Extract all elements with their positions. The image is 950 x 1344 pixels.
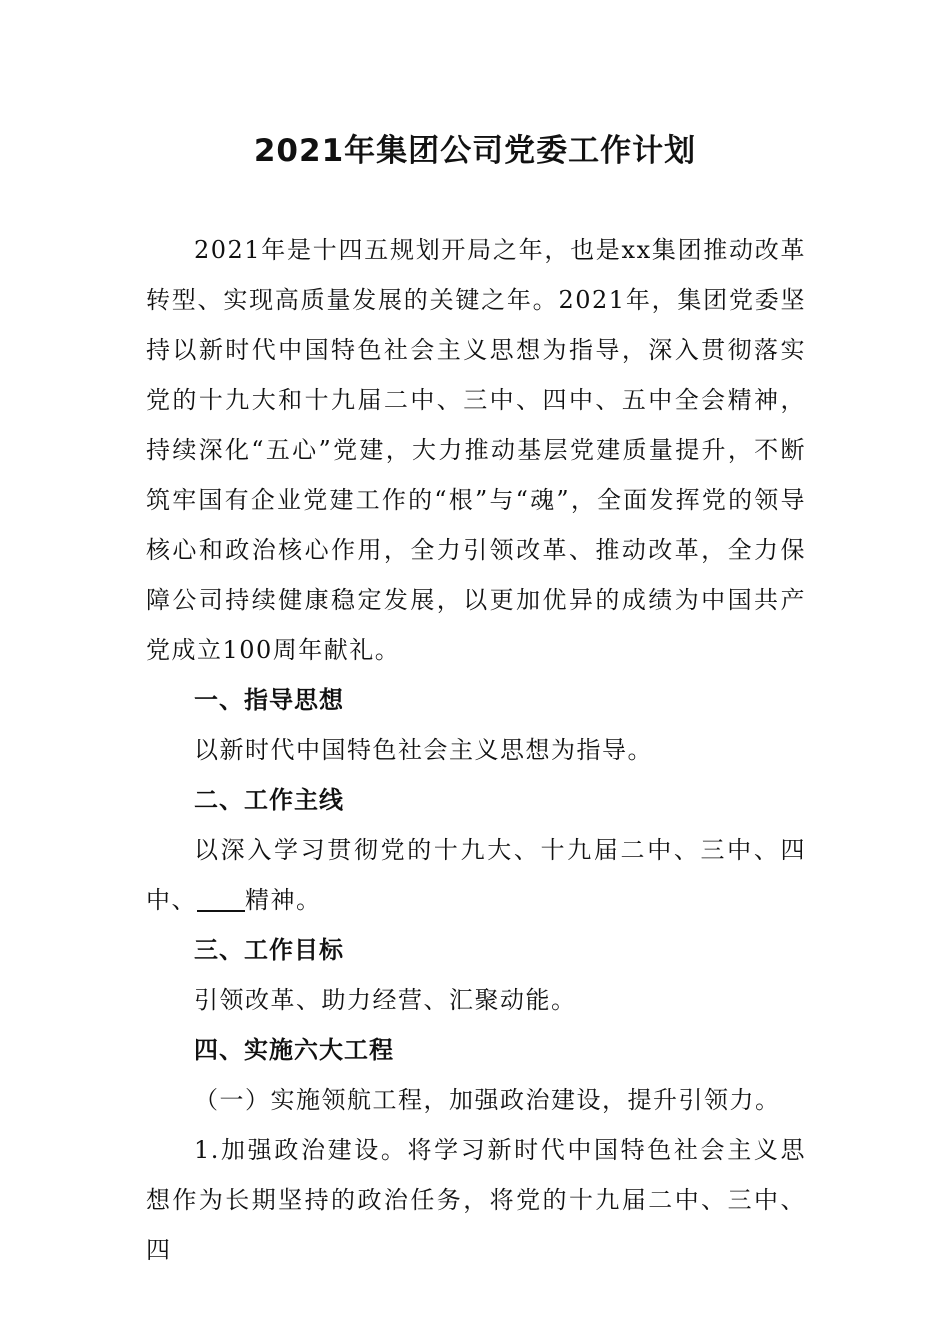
section-heading-work-mainline: 二、工作主线	[194, 786, 344, 814]
subsection-heading-pilot-project: （一）实施领航工程，加强政治建设，提升引领力。	[194, 1086, 781, 1114]
document-body	[146, 225, 806, 1275]
fill-in-blank	[197, 886, 245, 912]
mainline-text-after-blank: 精神。	[245, 886, 322, 914]
section-heading-guiding-ideology: 一、指导思想	[194, 686, 344, 714]
intro-paragraph: 2021年是十四五规划开局之年，也是xx集团推动改革转型、实现高质量发展的关键之年。2021年，集团党委坚持以新时代中国特色社会主义思想为指导，深入贯彻落实党的十九大和十九届二中、三中、四中、五中全会精神，持续深化“五心”党建，大力推动基层党建质量提升，不断筑牢国有企业党建工作的“根”与“魂”，全面发挥党的领导核心和政治核心作用，全力引领改革、推动改革，全力保障公司持续健康稳定发展，以更加优异的成绩为中国共产党成立100周年献礼。	[146, 236, 806, 664]
section-text-work-mainline	[146, 825, 806, 925]
section-heading-work-goals: 三、工作目标	[194, 936, 344, 964]
section-text-guiding-ideology: 以新时代中国特色社会主义思想为指导。	[194, 736, 653, 764]
item-political-construction: 1.加强政治建设。将学习新时代中国特色社会主义思想作为长期坚持的政治任务，将党的十九届二中、三中、四	[146, 1136, 806, 1264]
section-heading-six-projects: 四、实施六大工程	[194, 1036, 394, 1064]
section-text-work-goals: 引领改革、助力经营、汇聚动能。	[194, 986, 577, 1014]
mainline-text-before-blank: 以深入学习贯彻党的十九大、十九届二中、三中、四中、	[146, 836, 806, 914]
document-title: 2021年集团公司党委工作计划	[253, 133, 697, 169]
